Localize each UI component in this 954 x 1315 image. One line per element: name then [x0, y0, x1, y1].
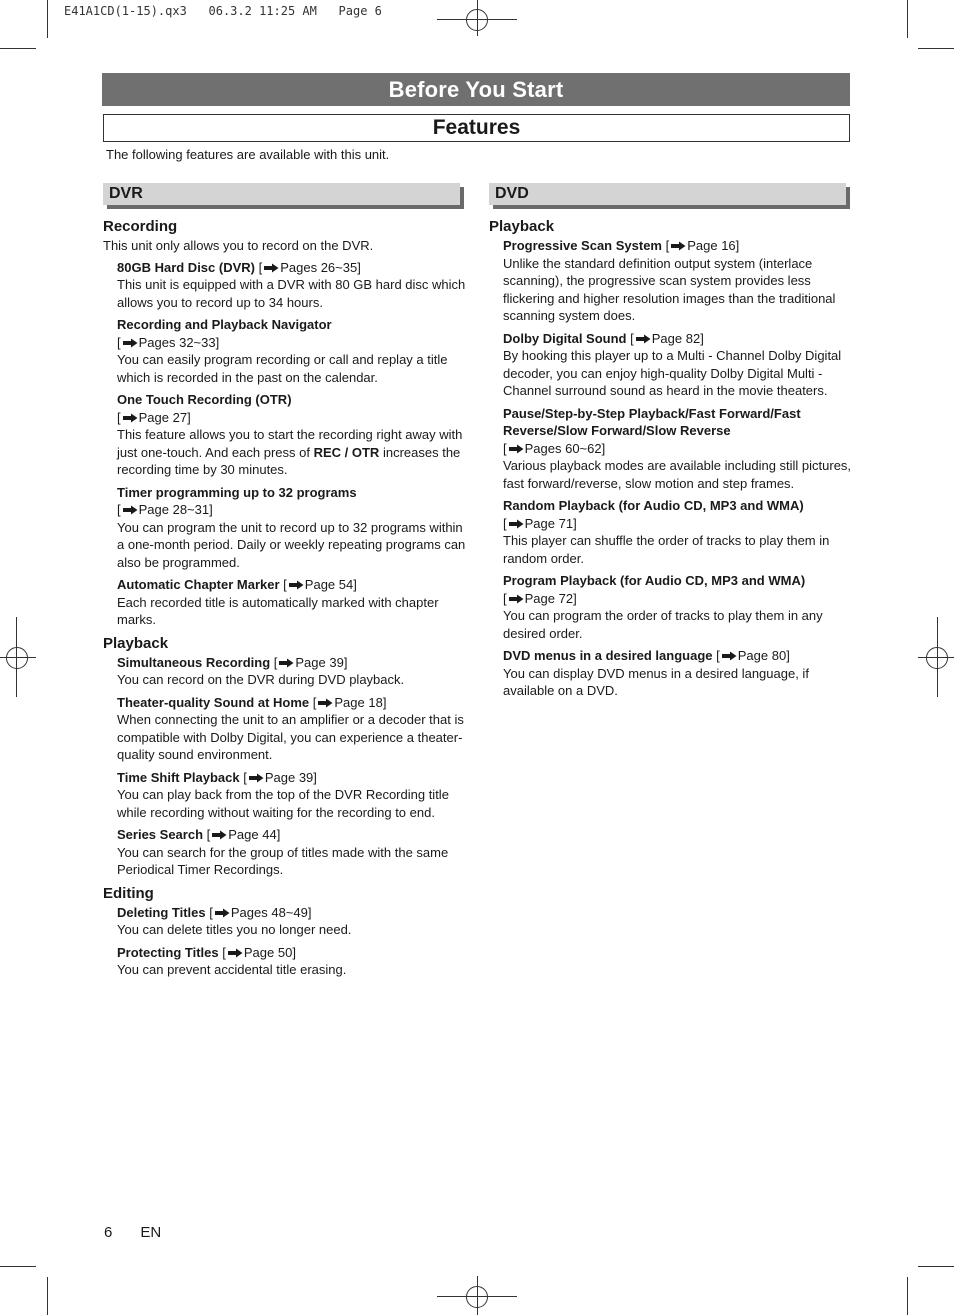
page-reference-text: Page 82: [651, 330, 701, 346]
feature-item: [503, 405, 854, 493]
feature-name: Series Search: [117, 827, 204, 842]
feature-item: [117, 259, 469, 312]
page-reference-arrow-icon: [248, 773, 264, 783]
feature-item: [117, 484, 469, 572]
language-code: EN: [140, 1224, 162, 1241]
feature-heading: [503, 405, 854, 440]
feature-heading: [503, 237, 854, 255]
page-reference-arrow-icon: [211, 830, 227, 840]
feature-description: [117, 671, 469, 689]
feature-description: [117, 711, 469, 764]
button-name: REC / OTR: [313, 444, 380, 460]
feature-description: [117, 276, 469, 311]
page-reference-line: [117, 409, 469, 427]
page-reference-arrow-icon: [227, 948, 243, 958]
feature-description-tail: increases the recording time by 30 minutes.: [117, 444, 461, 477]
page-reference-line: [117, 334, 469, 352]
print-header: E41A1CD(1-15).qx3 06.3.2 11:25 AM Page 6: [64, 4, 382, 18]
feature-group-title: Editing: [103, 884, 154, 902]
feature-description: [117, 786, 469, 821]
feature-item: [503, 497, 854, 567]
feature-heading: [503, 497, 854, 515]
feature-description: [503, 347, 854, 400]
feature-description-text: By hooking this player up to a Multi - Channel Dolby Digital decoder, you can enjoy high-quality Dolby Digital Multi - Channel surround sound as heard in the movie theaters.: [503, 348, 842, 398]
page-reference-line: [117, 501, 469, 519]
feature-item: [117, 826, 469, 879]
page-reference-text: Page 72: [524, 590, 574, 606]
page-reference-text: Page 50: [243, 944, 293, 960]
page-reference-text: Page 39: [264, 769, 314, 785]
feature-description-text: When connecting the unit to an amplifier or a decoder that is compatible with Dolby Digital, you can experience a theater-quality sound environment.: [117, 712, 464, 762]
page-reference-text: Page 18: [334, 694, 383, 710]
page-reference: [ Page 54]: [283, 577, 357, 592]
page-reference-text: Page 39: [295, 654, 344, 670]
page-reference: [ Page 72]: [503, 590, 577, 606]
page-reference-text: Pages 32~33: [138, 334, 216, 350]
feature-item: [503, 647, 854, 700]
feature-heading: [117, 576, 469, 594]
page-reference-arrow-icon: [508, 594, 524, 604]
feature-item: [503, 572, 854, 642]
page-reference-arrow-icon: [122, 413, 138, 423]
page-reference: [ Pages 60~62]: [503, 440, 606, 456]
page-reference-arrow-icon: [670, 241, 686, 251]
page-reference: [ Pages 32~33]: [117, 334, 220, 350]
feature-name: Program Playback (for Audio CD, MP3 and WMA): [503, 573, 806, 588]
feature-item: [117, 769, 469, 822]
page-reference-arrow-icon: [263, 263, 279, 273]
feature-name: Protecting Titles: [117, 944, 219, 960]
feature-group-title: Playback: [103, 634, 169, 652]
feature-group-title: Recording: [103, 218, 178, 235]
page-reference-text: Page 44: [228, 827, 277, 842]
page-number: 6: [104, 1224, 113, 1241]
page-reference-arrow-icon: [721, 651, 737, 661]
feature-description-text: You can search for the group of titles made with the same Periodical Timer Recordings.: [117, 844, 449, 877]
feature-description-text: You can program the order of tracks to play them in any desired order.: [503, 608, 823, 641]
feature-description: [117, 844, 469, 879]
dvd-section-bar: DVD: [489, 183, 846, 205]
page-reference-text: Pages 60~62: [524, 440, 602, 456]
feature-name: Timer programming up to 32 programs: [117, 484, 357, 500]
page-reference: [ Page 39]: [243, 769, 317, 785]
feature-name: Automatic Chapter Marker: [117, 577, 280, 592]
feature-description-text: You can easily program recording or call and replay a title which is recorded in the past on the calendar.: [117, 352, 448, 385]
page-reference: [ Page 80]: [716, 648, 790, 663]
feature-description: [117, 921, 469, 939]
feature-description-text: This player can shuffle the order of tracks to play them in random order.: [503, 533, 830, 566]
feature-heading: [503, 330, 854, 348]
page-reference-arrow-icon: [122, 338, 138, 348]
feature-description: [117, 594, 469, 629]
page-reference: [ Page 16]: [665, 238, 740, 253]
page-reference-arrow-icon: [508, 519, 524, 529]
page-reference-arrow-icon: [508, 444, 524, 454]
page-reference-text: Page 71: [524, 515, 574, 531]
page-reference: [ Page 28~31]: [117, 502, 213, 517]
feature-name: Theater-quality Sound at Home: [117, 694, 310, 710]
feature-name: Recording and Playback Navigator: [117, 317, 332, 332]
feature-item: [503, 237, 854, 325]
page-reference-line: [503, 590, 854, 608]
page-reference: [ Page 71]: [503, 515, 577, 531]
page-reference: [ Page 18]: [312, 694, 387, 710]
page-reference: [ Page 50]: [222, 944, 296, 960]
page-reference-arrow-icon: [278, 658, 294, 668]
feature-item: [117, 944, 469, 979]
feature-item: [503, 330, 854, 400]
feature-name: One Touch Recording (OTR): [117, 392, 292, 407]
page-reference: [ Page 39]: [273, 654, 348, 670]
feature-heading: [503, 572, 854, 590]
page-reference-text: Pages 26~35: [280, 259, 358, 275]
page-reference: [ Page 27]: [117, 409, 191, 425]
dvr-features-column: [103, 217, 469, 984]
feature-description-text: You can play back from the top of the DVR Recording title while recording without waiting for the recording to end.: [117, 787, 449, 820]
feature-description: [503, 532, 854, 567]
page-reference-arrow-icon: [635, 334, 651, 344]
feature-description: [503, 457, 854, 492]
feature-description: [117, 426, 469, 479]
intro-text: The following features are available with this unit.: [106, 147, 390, 162]
page-reference-text: Pages 48~49: [230, 904, 308, 920]
page-reference: [ Page 44]: [206, 827, 281, 842]
feature-heading: [117, 694, 469, 712]
feature-description: [503, 665, 854, 700]
feature-item: [117, 316, 469, 386]
page-reference-arrow-icon: [317, 698, 333, 708]
feature-item: [117, 904, 469, 939]
feature-name: Deleting Titles: [117, 904, 206, 920]
feature-description-text: Unlike the standard definition output system (interlace scanning), the progressive scan system provides less flickering and higher resolution images than the traditional scanning system does.: [503, 255, 836, 323]
feature-heading: [117, 391, 469, 409]
feature-heading: [117, 654, 469, 672]
page-reference-text: Page 16: [687, 238, 736, 253]
feature-item: [117, 576, 469, 629]
feature-description-text: You can display DVD menus in a desired language, if available on a DVD.: [503, 665, 809, 698]
feature-description-text: This feature allows you to start the recording right away with just one-touch. And each press of: [117, 427, 463, 460]
section-banner: Before You Start: [102, 73, 850, 106]
page-reference: [ Page 82]: [630, 330, 704, 346]
page-reference-line: [503, 440, 854, 458]
feature-description-text: Each recorded title is automatically marked with chapter marks.: [117, 594, 439, 627]
feature-heading: [117, 769, 469, 787]
feature-description: [117, 351, 469, 386]
feature-heading: [117, 259, 469, 277]
feature-heading: [117, 944, 469, 962]
feature-heading: [503, 647, 854, 665]
page-title: Features: [103, 114, 850, 142]
feature-name: Dolby Digital Sound: [503, 330, 627, 346]
feature-description-text: You can program the unit to record up to 32 programs within a one-month period. Daily or weekly repeating programs can also be programmed.: [117, 519, 466, 570]
feature-heading: [117, 316, 469, 334]
feature-name: 80GB Hard Disc (DVR): [117, 259, 255, 275]
dvd-features-column: [489, 217, 854, 705]
feature-heading: [117, 484, 469, 502]
feature-heading: [117, 826, 469, 844]
page-reference-arrow-icon: [288, 580, 304, 590]
feature-group-title: Playback: [489, 218, 555, 235]
page-reference-text: Page 28~31: [138, 502, 210, 517]
feature-name: Pause/Step-by-Step Playback/Fast Forward/Fast Reverse/Slow Forward/Slow Reverse: [503, 405, 801, 438]
page-reference-arrow-icon: [122, 505, 138, 515]
page-reference-text: Page 27: [138, 409, 188, 425]
feature-item: [117, 391, 469, 479]
page-reference: [ Pages 48~49]: [209, 904, 312, 920]
feature-item: [117, 694, 469, 764]
feature-description-text: You can delete titles you no longer need.: [117, 922, 352, 937]
feature-description: [503, 607, 854, 642]
feature-description-text: You can prevent accidental title erasing.: [117, 962, 347, 977]
feature-description: [503, 255, 854, 325]
feature-group-description: This unit only allows you to record on the DVR.: [103, 238, 374, 253]
feature-name: Simultaneous Recording: [117, 654, 271, 670]
feature-description: [117, 519, 469, 572]
feature-name: Random Playback (for Audio CD, MP3 and WMA): [503, 498, 804, 513]
dvr-section-bar: DVR: [103, 183, 460, 205]
feature-description-text: Various playback modes are available including still pictures, fast forward/reverse, slow motion and step frames.: [503, 458, 852, 491]
page-footer: [104, 1224, 189, 1241]
feature-name: Time Shift Playback: [117, 769, 240, 785]
page-reference-text: Page 80: [737, 648, 787, 663]
feature-heading: [117, 904, 469, 922]
page-reference-arrow-icon: [214, 908, 230, 918]
feature-name: DVD menus in a desired language: [503, 648, 713, 663]
feature-description-text: You can record on the DVR during DVD playback.: [117, 672, 405, 687]
feature-item: [117, 654, 469, 689]
page-reference-text: Page 54: [304, 577, 354, 592]
feature-name: Progressive Scan System: [503, 238, 662, 253]
feature-description-text: This unit is equipped with a DVR with 80 GB hard disc which allows you to record up to 34 hours.: [117, 277, 466, 310]
feature-description: [117, 961, 469, 979]
page-reference: [ Pages 26~35]: [258, 259, 361, 275]
page-reference-line: [503, 515, 854, 533]
